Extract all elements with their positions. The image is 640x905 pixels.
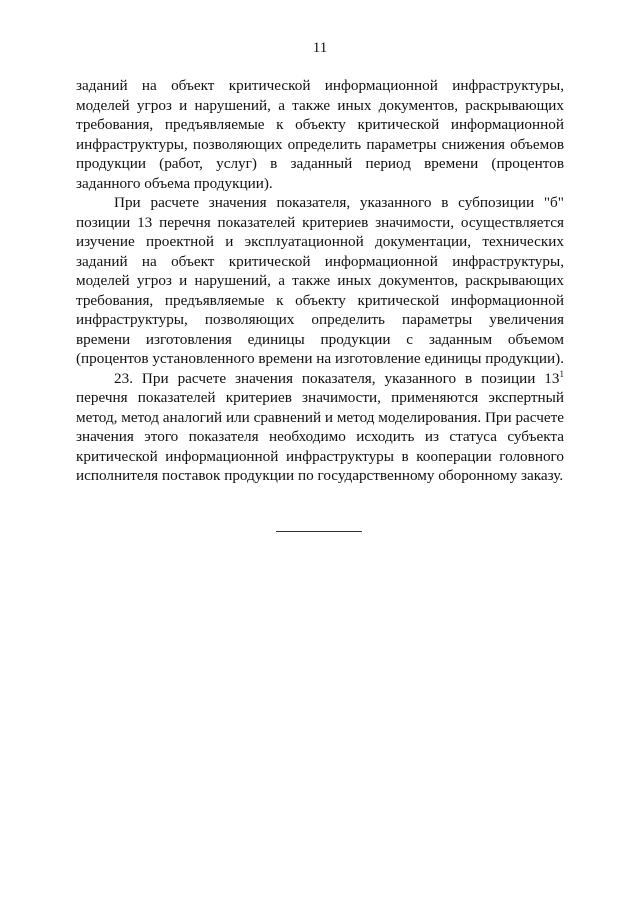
text-line: моделей угроз и нарушений, а также иных документов, раскрывающих (76, 96, 564, 114)
paragraph-2 (76, 193, 564, 369)
text-line: изучение проектной и эксплуатационной документации, технических (76, 233, 564, 250)
text-line: моделей угроз и нарушений, а также иных документов, раскрывающих (76, 272, 564, 289)
text-line: заданий на объект критической информационной инфраструктуры, (76, 77, 564, 94)
text-line: позиции 13 перечня показателей критериев значимости, осуществляется (76, 213, 564, 231)
text-line: метод, метод аналогий или сравнений и метод моделирования. При расчете (76, 408, 564, 426)
text-line: продукции (работ, услуг) в заданный период времени (процентов (76, 155, 564, 172)
text-line: значения этого показателя необходимо исходить из статуса субъекта (76, 428, 564, 445)
text-line: требования, предъявляемые к объекту критической информационной (76, 291, 564, 309)
text-line (76, 369, 564, 389)
end-separator-line (276, 531, 362, 532)
text-line: заданного объема продукции). (76, 174, 273, 192)
text-line: При расчете значения показателя, указанного в субпозиции "б" (114, 194, 564, 211)
text-line: заданий на объект критической информационной инфраструктуры, (76, 252, 564, 270)
text-line-content: 23. При расчете значения показателя, указанного в позиции 13 (114, 369, 560, 387)
page-number: 11 (312, 40, 328, 56)
text-line: критической информационной инфраструктуры в кооперации головного (76, 447, 564, 465)
text-line: требования, предъявляемые к объекту критической информационной (76, 116, 564, 133)
document-body (76, 76, 564, 486)
text-line: инфраструктуры, позволяющих определить параметры увеличения (76, 311, 564, 328)
text-line: времени изготовления единицы продукции с заданным объемом (76, 330, 564, 348)
paragraph-3 (76, 369, 564, 486)
paragraph-1 (76, 76, 564, 193)
superscript: 1 (559, 368, 564, 379)
text-line: исполнителя поставок продукции по государственному оборонному заказу. (76, 467, 564, 484)
text-line: инфраструктуры, позволяющих определить параметры снижения объемов (76, 135, 564, 153)
text-line: (процентов установленного времени на изготовление единицы продукции). (76, 350, 565, 367)
text-line: перечня показателей критериев значимости, применяются экспертный (76, 389, 564, 406)
